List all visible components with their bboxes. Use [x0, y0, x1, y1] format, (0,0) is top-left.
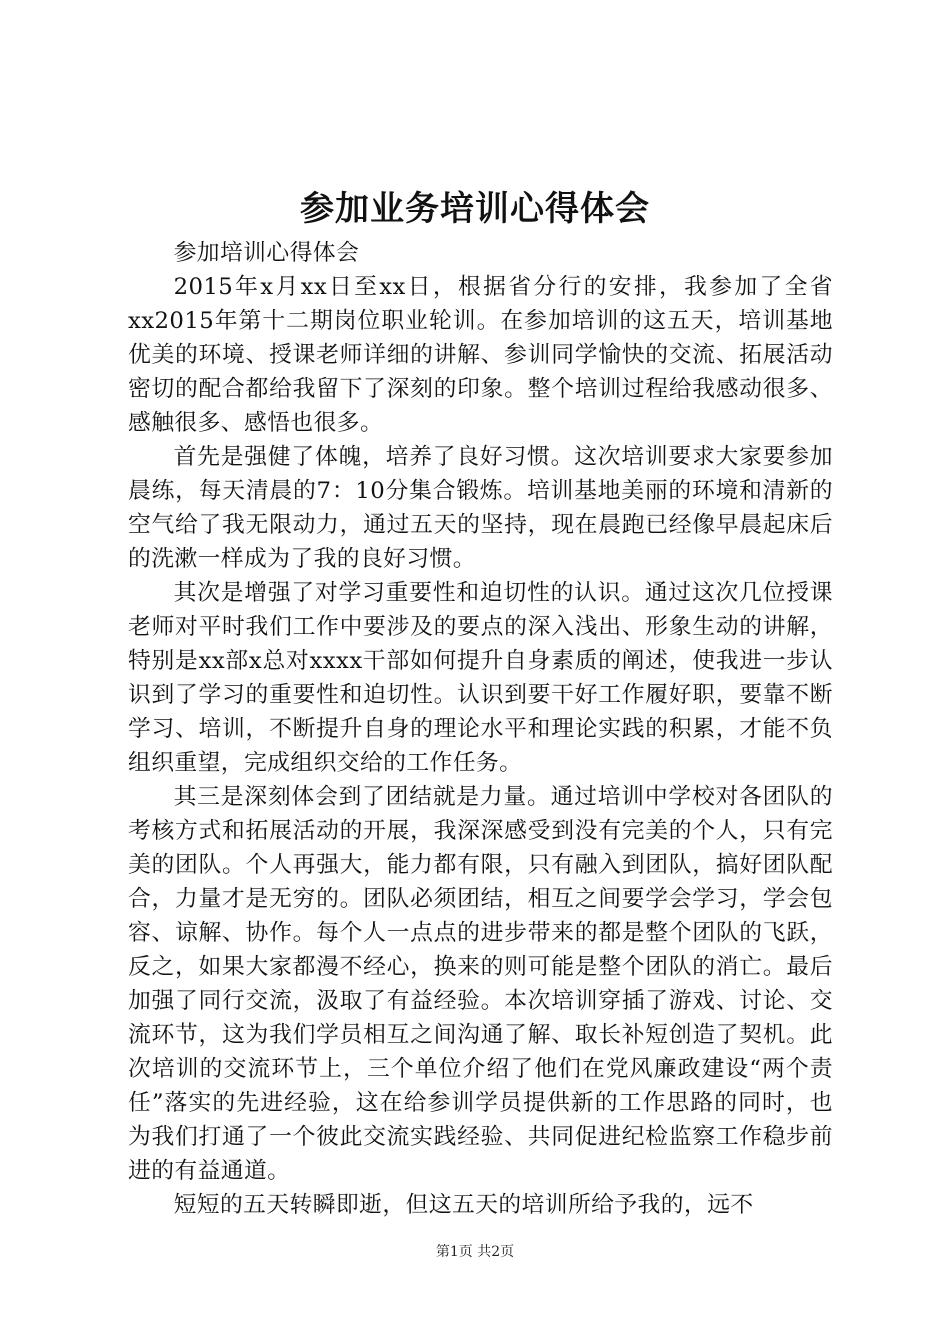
paragraph-subtitle: 参加培训心得体会 [173, 240, 360, 266]
paragraph: 其三是深刻体会到了团结就是力量。通过培训中学校对各团队的考核方式和拓展活动的开展，我深深感受到没有完美的个人，只有完美的团队。个人再强大，能力都有限，只有融入到团队，搞好团队配合，力量才是无穷的。团队必须团结，相互之间要学会学习，学会包容、谅解、协作。每个人一点点的进步带来的都是整个团队的飞跃，反之，如果大家都漫不经心，换来的则可能是整个团队的消亡。最后加强了同行交流，汲取了有益经验。本次培训穿插了游戏、讨论、交流环节，这为我们学员相互之间沟通了解、取长补短创造了契机。此次培训的交流环节上，三个单位介绍了他们在党风廉政建设“两个责任”落实的先进经验，这在给参训学员提供新的工作思路的同时，也为我们打通了一个彼此交流实践经验、共同促进纪检监察工作稳步前进的有益通道。 [128, 784, 833, 1184]
document-title: 参加业务培训心得体会 [300, 189, 650, 229]
paragraph: 其次是增强了对学习重要性和迫切性的认识。通过这次几位授课老师对平时我们工作中要涉及的要点的深入浅出、形象生动的讲解，特别是xx部x总对xxxx干部如何提升自身素质的阐述，使我进一步认识到了学习的重要性和迫切性。认识到要干好工作履好职，要靠不断学习、培训，不断提升自身的理论水平和理论实践的积累，才能不负组织重望，完成组织交给的工作任务。 [128, 580, 833, 776]
paragraph: 短短的五天转瞬即逝，但这五天的培训所给予我的，远不 [173, 1192, 754, 1218]
page-number-footer: 第1页 共2页 [435, 1244, 515, 1260]
document-body [128, 236, 833, 1222]
paragraph: 2015年x月xx日至xx日，根据省分行的安排，我参加了全省xx2015年第十二期岗位职业轮训。在参加培训的这五天，培训基地优美的环境、授课老师详细的讲解、参训同学愉快的交流、拓展活动密切的配合都给我留下了深刻的印象。整个培训过程给我感动很多、感触很多、感悟也很多。 [128, 274, 833, 436]
paragraph: 首先是强健了体魄，培养了良好习惯。这次培训要求大家要参加晨练，每天清晨的7：10分集合锻炼。培训基地美丽的环境和清新的空气给了我无限动力，通过五天的坚持，现在晨跑已经像早晨起床后的洗漱一样成为了我的良好习惯。 [128, 444, 833, 572]
